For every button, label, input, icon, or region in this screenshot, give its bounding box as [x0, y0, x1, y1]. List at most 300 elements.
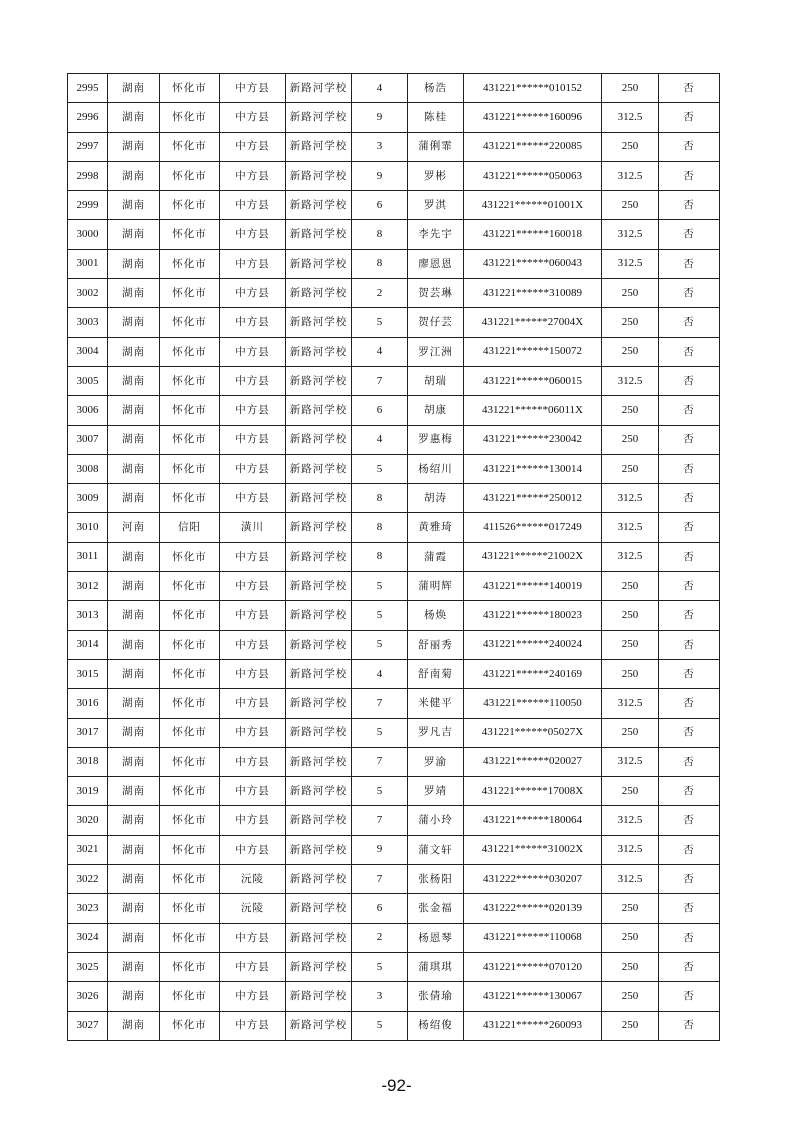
cell-grade: 8: [352, 513, 408, 542]
cell-amount: 312.5: [602, 542, 659, 571]
cell-grade: 5: [352, 601, 408, 630]
cell-city: 怀化市: [160, 161, 220, 190]
cell-amount: 312.5: [602, 366, 659, 395]
cell-amount: 250: [602, 659, 659, 688]
cell-id-number: 431221******110068: [464, 923, 602, 952]
cell-student-name: 张倩瑜: [408, 982, 464, 1011]
cell-serial-number: 2995: [68, 74, 108, 103]
cell-student-name: 杨恩琴: [408, 923, 464, 952]
cell-flag: 否: [659, 718, 720, 747]
cell-serial-number: 3010: [68, 513, 108, 542]
cell-amount: 250: [602, 425, 659, 454]
cell-grade: 4: [352, 74, 408, 103]
cell-school: 新路河学校: [286, 982, 352, 1011]
cell-province: 湖南: [108, 542, 160, 571]
table-row: [68, 74, 720, 103]
table-row: [68, 952, 720, 981]
page-number: -92-: [381, 1076, 412, 1095]
cell-city: 怀化市: [160, 191, 220, 220]
cell-city: 怀化市: [160, 103, 220, 132]
cell-flag: 否: [659, 1011, 720, 1040]
cell-province: 河南: [108, 513, 160, 542]
cell-grade: 7: [352, 366, 408, 395]
cell-amount: 250: [602, 454, 659, 483]
cell-school: 新路河学校: [286, 952, 352, 981]
cell-serial-number: 3014: [68, 630, 108, 659]
cell-county: 中方县: [220, 601, 286, 630]
cell-id-number: 431221******130014: [464, 454, 602, 483]
table-row: [68, 1011, 720, 1040]
cell-serial-number: 3003: [68, 308, 108, 337]
cell-grade: 5: [352, 308, 408, 337]
cell-province: 湖南: [108, 103, 160, 132]
cell-amount: 312.5: [602, 747, 659, 776]
table-row: [68, 923, 720, 952]
cell-serial-number: 3023: [68, 894, 108, 923]
cell-province: 湖南: [108, 894, 160, 923]
cell-student-name: 杨焕: [408, 601, 464, 630]
cell-city: 怀化市: [160, 865, 220, 894]
cell-id-number: 431221******060043: [464, 249, 602, 278]
table-row: [68, 308, 720, 337]
cell-serial-number: 3013: [68, 601, 108, 630]
cell-student-name: 蒲小玲: [408, 806, 464, 835]
cell-flag: 否: [659, 132, 720, 161]
cell-flag: 否: [659, 191, 720, 220]
cell-flag: 否: [659, 806, 720, 835]
table-row: [68, 279, 720, 308]
cell-province: 湖南: [108, 396, 160, 425]
cell-grade: 5: [352, 952, 408, 981]
table-row: [68, 220, 720, 249]
cell-student-name: 杨浩: [408, 74, 464, 103]
cell-grade: 6: [352, 191, 408, 220]
cell-amount: 250: [602, 572, 659, 601]
cell-city: 怀化市: [160, 337, 220, 366]
cell-student-name: 张金福: [408, 894, 464, 923]
cell-county: 中方县: [220, 718, 286, 747]
cell-grade: 5: [352, 630, 408, 659]
cell-serial-number: 3007: [68, 425, 108, 454]
cell-flag: 否: [659, 74, 720, 103]
cell-amount: 250: [602, 923, 659, 952]
cell-student-name: 罗凡吉: [408, 718, 464, 747]
cell-grade: 7: [352, 806, 408, 835]
cell-school: 新路河学校: [286, 601, 352, 630]
cell-province: 湖南: [108, 454, 160, 483]
cell-county: 中方县: [220, 630, 286, 659]
cell-grade: 7: [352, 689, 408, 718]
cell-province: 湖南: [108, 161, 160, 190]
cell-id-number: 431221******31002X: [464, 835, 602, 864]
cell-amount: 250: [602, 74, 659, 103]
cell-id-number: 431221******240169: [464, 659, 602, 688]
cell-serial-number: 3025: [68, 952, 108, 981]
cell-county: 中方县: [220, 308, 286, 337]
cell-serial-number: 3006: [68, 396, 108, 425]
cell-province: 湖南: [108, 425, 160, 454]
cell-amount: 312.5: [602, 865, 659, 894]
cell-flag: 否: [659, 572, 720, 601]
cell-city: 怀化市: [160, 220, 220, 249]
cell-province: 湖南: [108, 630, 160, 659]
cell-province: 湖南: [108, 191, 160, 220]
cell-school: 新路河学校: [286, 865, 352, 894]
cell-student-name: 罗淇: [408, 191, 464, 220]
cell-student-name: 胡瑞: [408, 366, 464, 395]
cell-county: 中方县: [220, 659, 286, 688]
cell-grade: 2: [352, 279, 408, 308]
cell-county: 沅陵: [220, 894, 286, 923]
cell-id-number: 431221******050063: [464, 161, 602, 190]
cell-amount: 250: [602, 337, 659, 366]
cell-serial-number: 3018: [68, 747, 108, 776]
cell-flag: 否: [659, 630, 720, 659]
cell-city: 怀化市: [160, 308, 220, 337]
cell-school: 新路河学校: [286, 630, 352, 659]
cell-school: 新路河学校: [286, 484, 352, 513]
cell-id-number: 431221******180023: [464, 601, 602, 630]
table-row: [68, 396, 720, 425]
cell-flag: 否: [659, 952, 720, 981]
cell-amount: 250: [602, 396, 659, 425]
cell-school: 新路河学校: [286, 894, 352, 923]
cell-county: 中方县: [220, 777, 286, 806]
cell-school: 新路河学校: [286, 74, 352, 103]
cell-serial-number: 3024: [68, 923, 108, 952]
cell-grade: 8: [352, 249, 408, 278]
table-row: [68, 777, 720, 806]
cell-amount: 312.5: [602, 103, 659, 132]
cell-student-name: 米健平: [408, 689, 464, 718]
cell-school: 新路河学校: [286, 366, 352, 395]
cell-serial-number: 3009: [68, 484, 108, 513]
cell-flag: 否: [659, 220, 720, 249]
cell-county: 中方县: [220, 220, 286, 249]
cell-amount: 250: [602, 894, 659, 923]
cell-flag: 否: [659, 894, 720, 923]
table-row: [68, 718, 720, 747]
cell-id-number: 431221******180064: [464, 806, 602, 835]
cell-id-number: 431221******230042: [464, 425, 602, 454]
table-row: [68, 982, 720, 1011]
cell-id-number: 431221******160096: [464, 103, 602, 132]
cell-city: 怀化市: [160, 923, 220, 952]
cell-province: 湖南: [108, 806, 160, 835]
cell-serial-number: 2997: [68, 132, 108, 161]
table-row: [68, 865, 720, 894]
cell-province: 湖南: [108, 132, 160, 161]
cell-serial-number: 3005: [68, 366, 108, 395]
cell-county: 中方县: [220, 191, 286, 220]
cell-serial-number: 3012: [68, 572, 108, 601]
cell-city: 怀化市: [160, 747, 220, 776]
cell-county: 中方县: [220, 835, 286, 864]
cell-flag: 否: [659, 777, 720, 806]
document-table-container: [67, 73, 719, 1041]
cell-student-name: 罗靖: [408, 777, 464, 806]
cell-student-name: 陈桂: [408, 103, 464, 132]
cell-student-name: 蒲琪琪: [408, 952, 464, 981]
cell-city: 怀化市: [160, 74, 220, 103]
cell-amount: 312.5: [602, 484, 659, 513]
cell-student-name: 黄雅琦: [408, 513, 464, 542]
cell-student-name: 胡康: [408, 396, 464, 425]
table-row: [68, 894, 720, 923]
cell-flag: 否: [659, 337, 720, 366]
cell-id-number: 431221******150072: [464, 337, 602, 366]
cell-flag: 否: [659, 103, 720, 132]
table-row: [68, 161, 720, 190]
cell-city: 怀化市: [160, 366, 220, 395]
table-row: [68, 835, 720, 864]
cell-flag: 否: [659, 513, 720, 542]
cell-county: 中方县: [220, 132, 286, 161]
cell-id-number: 431221******060015: [464, 366, 602, 395]
cell-grade: 5: [352, 718, 408, 747]
cell-city: 信阳: [160, 513, 220, 542]
cell-city: 怀化市: [160, 454, 220, 483]
cell-province: 湖南: [108, 308, 160, 337]
cell-flag: 否: [659, 601, 720, 630]
cell-city: 怀化市: [160, 952, 220, 981]
cell-id-number: 431221******240024: [464, 630, 602, 659]
cell-province: 湖南: [108, 689, 160, 718]
cell-student-name: 贺仔芸: [408, 308, 464, 337]
cell-grade: 3: [352, 982, 408, 1011]
cell-amount: 312.5: [602, 249, 659, 278]
table-row: [68, 659, 720, 688]
cell-province: 湖南: [108, 601, 160, 630]
cell-city: 怀化市: [160, 484, 220, 513]
cell-city: 怀化市: [160, 894, 220, 923]
cell-county: 中方县: [220, 454, 286, 483]
table-row: [68, 454, 720, 483]
cell-province: 湖南: [108, 484, 160, 513]
table-row: [68, 191, 720, 220]
cell-province: 湖南: [108, 279, 160, 308]
cell-id-number: 431221******01001X: [464, 191, 602, 220]
cell-grade: 4: [352, 337, 408, 366]
cell-county: 中方县: [220, 484, 286, 513]
table-body: [68, 74, 720, 1041]
cell-serial-number: 3011: [68, 542, 108, 571]
cell-province: 湖南: [108, 982, 160, 1011]
cell-id-number: 431222******030207: [464, 865, 602, 894]
cell-id-number: 431221******070120: [464, 952, 602, 981]
cell-flag: 否: [659, 835, 720, 864]
cell-id-number: 431221******17008X: [464, 777, 602, 806]
cell-serial-number: 3017: [68, 718, 108, 747]
cell-id-number: 431221******020027: [464, 747, 602, 776]
cell-province: 湖南: [108, 659, 160, 688]
cell-amount: 312.5: [602, 513, 659, 542]
cell-county: 中方县: [220, 923, 286, 952]
cell-grade: 8: [352, 220, 408, 249]
cell-school: 新路河学校: [286, 337, 352, 366]
cell-serial-number: 2998: [68, 161, 108, 190]
cell-school: 新路河学校: [286, 454, 352, 483]
cell-city: 怀化市: [160, 835, 220, 864]
cell-county: 中方县: [220, 74, 286, 103]
cell-grade: 7: [352, 865, 408, 894]
cell-id-number: 431221******27004X: [464, 308, 602, 337]
cell-school: 新路河学校: [286, 161, 352, 190]
cell-school: 新路河学校: [286, 572, 352, 601]
cell-student-name: 蒲霞: [408, 542, 464, 571]
cell-school: 新路河学校: [286, 718, 352, 747]
cell-id-number: 431221******010152: [464, 74, 602, 103]
cell-serial-number: 3000: [68, 220, 108, 249]
cell-student-name: 廖恩恩: [408, 249, 464, 278]
cell-county: 沅陵: [220, 865, 286, 894]
cell-school: 新路河学校: [286, 103, 352, 132]
cell-school: 新路河学校: [286, 279, 352, 308]
cell-school: 新路河学校: [286, 689, 352, 718]
cell-serial-number: 3004: [68, 337, 108, 366]
table-row: [68, 689, 720, 718]
cell-student-name: 杨绍川: [408, 454, 464, 483]
cell-school: 新路河学校: [286, 747, 352, 776]
cell-id-number: 431221******21002X: [464, 542, 602, 571]
cell-amount: 250: [602, 718, 659, 747]
cell-school: 新路河学校: [286, 542, 352, 571]
table-row: [68, 747, 720, 776]
cell-serial-number: 2999: [68, 191, 108, 220]
cell-amount: 250: [602, 982, 659, 1011]
cell-serial-number: 3002: [68, 279, 108, 308]
cell-amount: 312.5: [602, 220, 659, 249]
cell-county: 中方县: [220, 1011, 286, 1040]
cell-amount: 250: [602, 777, 659, 806]
table-row: [68, 601, 720, 630]
cell-serial-number: 3021: [68, 835, 108, 864]
cell-id-number: 431221******160018: [464, 220, 602, 249]
cell-province: 湖南: [108, 865, 160, 894]
student-table: [67, 73, 720, 1041]
cell-city: 怀化市: [160, 132, 220, 161]
cell-student-name: 罗惠梅: [408, 425, 464, 454]
cell-school: 新路河学校: [286, 923, 352, 952]
cell-county: 中方县: [220, 249, 286, 278]
cell-city: 怀化市: [160, 806, 220, 835]
cell-province: 湖南: [108, 718, 160, 747]
cell-province: 湖南: [108, 337, 160, 366]
cell-province: 湖南: [108, 572, 160, 601]
cell-id-number: 431221******110050: [464, 689, 602, 718]
cell-flag: 否: [659, 425, 720, 454]
cell-student-name: 贺芸琳: [408, 279, 464, 308]
cell-flag: 否: [659, 689, 720, 718]
cell-id-number: 431222******020139: [464, 894, 602, 923]
cell-serial-number: 3001: [68, 249, 108, 278]
table-row: [68, 513, 720, 542]
cell-county: 中方县: [220, 542, 286, 571]
cell-serial-number: 2996: [68, 103, 108, 132]
cell-flag: 否: [659, 542, 720, 571]
cell-county: 中方县: [220, 952, 286, 981]
cell-county: 中方县: [220, 366, 286, 395]
table-row: [68, 806, 720, 835]
cell-city: 怀化市: [160, 249, 220, 278]
cell-county: 潢川: [220, 513, 286, 542]
cell-flag: 否: [659, 747, 720, 776]
table-row: [68, 484, 720, 513]
table-row: [68, 337, 720, 366]
cell-amount: 250: [602, 630, 659, 659]
table-row: [68, 630, 720, 659]
cell-flag: 否: [659, 865, 720, 894]
cell-province: 湖南: [108, 777, 160, 806]
cell-school: 新路河学校: [286, 249, 352, 278]
cell-school: 新路河学校: [286, 132, 352, 161]
cell-id-number: 431221******260093: [464, 1011, 602, 1040]
table-row: [68, 103, 720, 132]
cell-province: 湖南: [108, 74, 160, 103]
cell-flag: 否: [659, 923, 720, 952]
cell-student-name: 胡涛: [408, 484, 464, 513]
cell-grade: 9: [352, 835, 408, 864]
cell-flag: 否: [659, 366, 720, 395]
cell-school: 新路河学校: [286, 191, 352, 220]
cell-student-name: 杨绍俊: [408, 1011, 464, 1040]
cell-grade: 6: [352, 396, 408, 425]
cell-id-number: 431221******250012: [464, 484, 602, 513]
cell-student-name: 罗彬: [408, 161, 464, 190]
cell-grade: 3: [352, 132, 408, 161]
cell-school: 新路河学校: [286, 1011, 352, 1040]
cell-school: 新路河学校: [286, 308, 352, 337]
cell-serial-number: 3015: [68, 659, 108, 688]
cell-city: 怀化市: [160, 982, 220, 1011]
cell-amount: 250: [602, 308, 659, 337]
cell-amount: 250: [602, 601, 659, 630]
cell-county: 中方县: [220, 103, 286, 132]
cell-city: 怀化市: [160, 777, 220, 806]
cell-school: 新路河学校: [286, 777, 352, 806]
cell-school: 新路河学校: [286, 513, 352, 542]
cell-id-number: 431221******220085: [464, 132, 602, 161]
cell-grade: 2: [352, 923, 408, 952]
table-row: [68, 572, 720, 601]
cell-school: 新路河学校: [286, 806, 352, 835]
cell-province: 湖南: [108, 923, 160, 952]
cell-id-number: 431221******310089: [464, 279, 602, 308]
cell-city: 怀化市: [160, 659, 220, 688]
cell-county: 中方县: [220, 279, 286, 308]
cell-student-name: 舒丽秀: [408, 630, 464, 659]
cell-id-number: 431221******06011X: [464, 396, 602, 425]
cell-flag: 否: [659, 982, 720, 1011]
cell-city: 怀化市: [160, 542, 220, 571]
cell-county: 中方县: [220, 747, 286, 776]
table-row: [68, 366, 720, 395]
cell-amount: 312.5: [602, 806, 659, 835]
cell-county: 中方县: [220, 337, 286, 366]
cell-grade: 5: [352, 454, 408, 483]
cell-city: 怀化市: [160, 689, 220, 718]
cell-city: 怀化市: [160, 601, 220, 630]
cell-county: 中方县: [220, 161, 286, 190]
cell-flag: 否: [659, 161, 720, 190]
cell-amount: 250: [602, 1011, 659, 1040]
cell-id-number: 431221******140019: [464, 572, 602, 601]
cell-school: 新路河学校: [286, 425, 352, 454]
cell-school: 新路河学校: [286, 220, 352, 249]
cell-province: 湖南: [108, 249, 160, 278]
cell-grade: 7: [352, 747, 408, 776]
cell-flag: 否: [659, 308, 720, 337]
